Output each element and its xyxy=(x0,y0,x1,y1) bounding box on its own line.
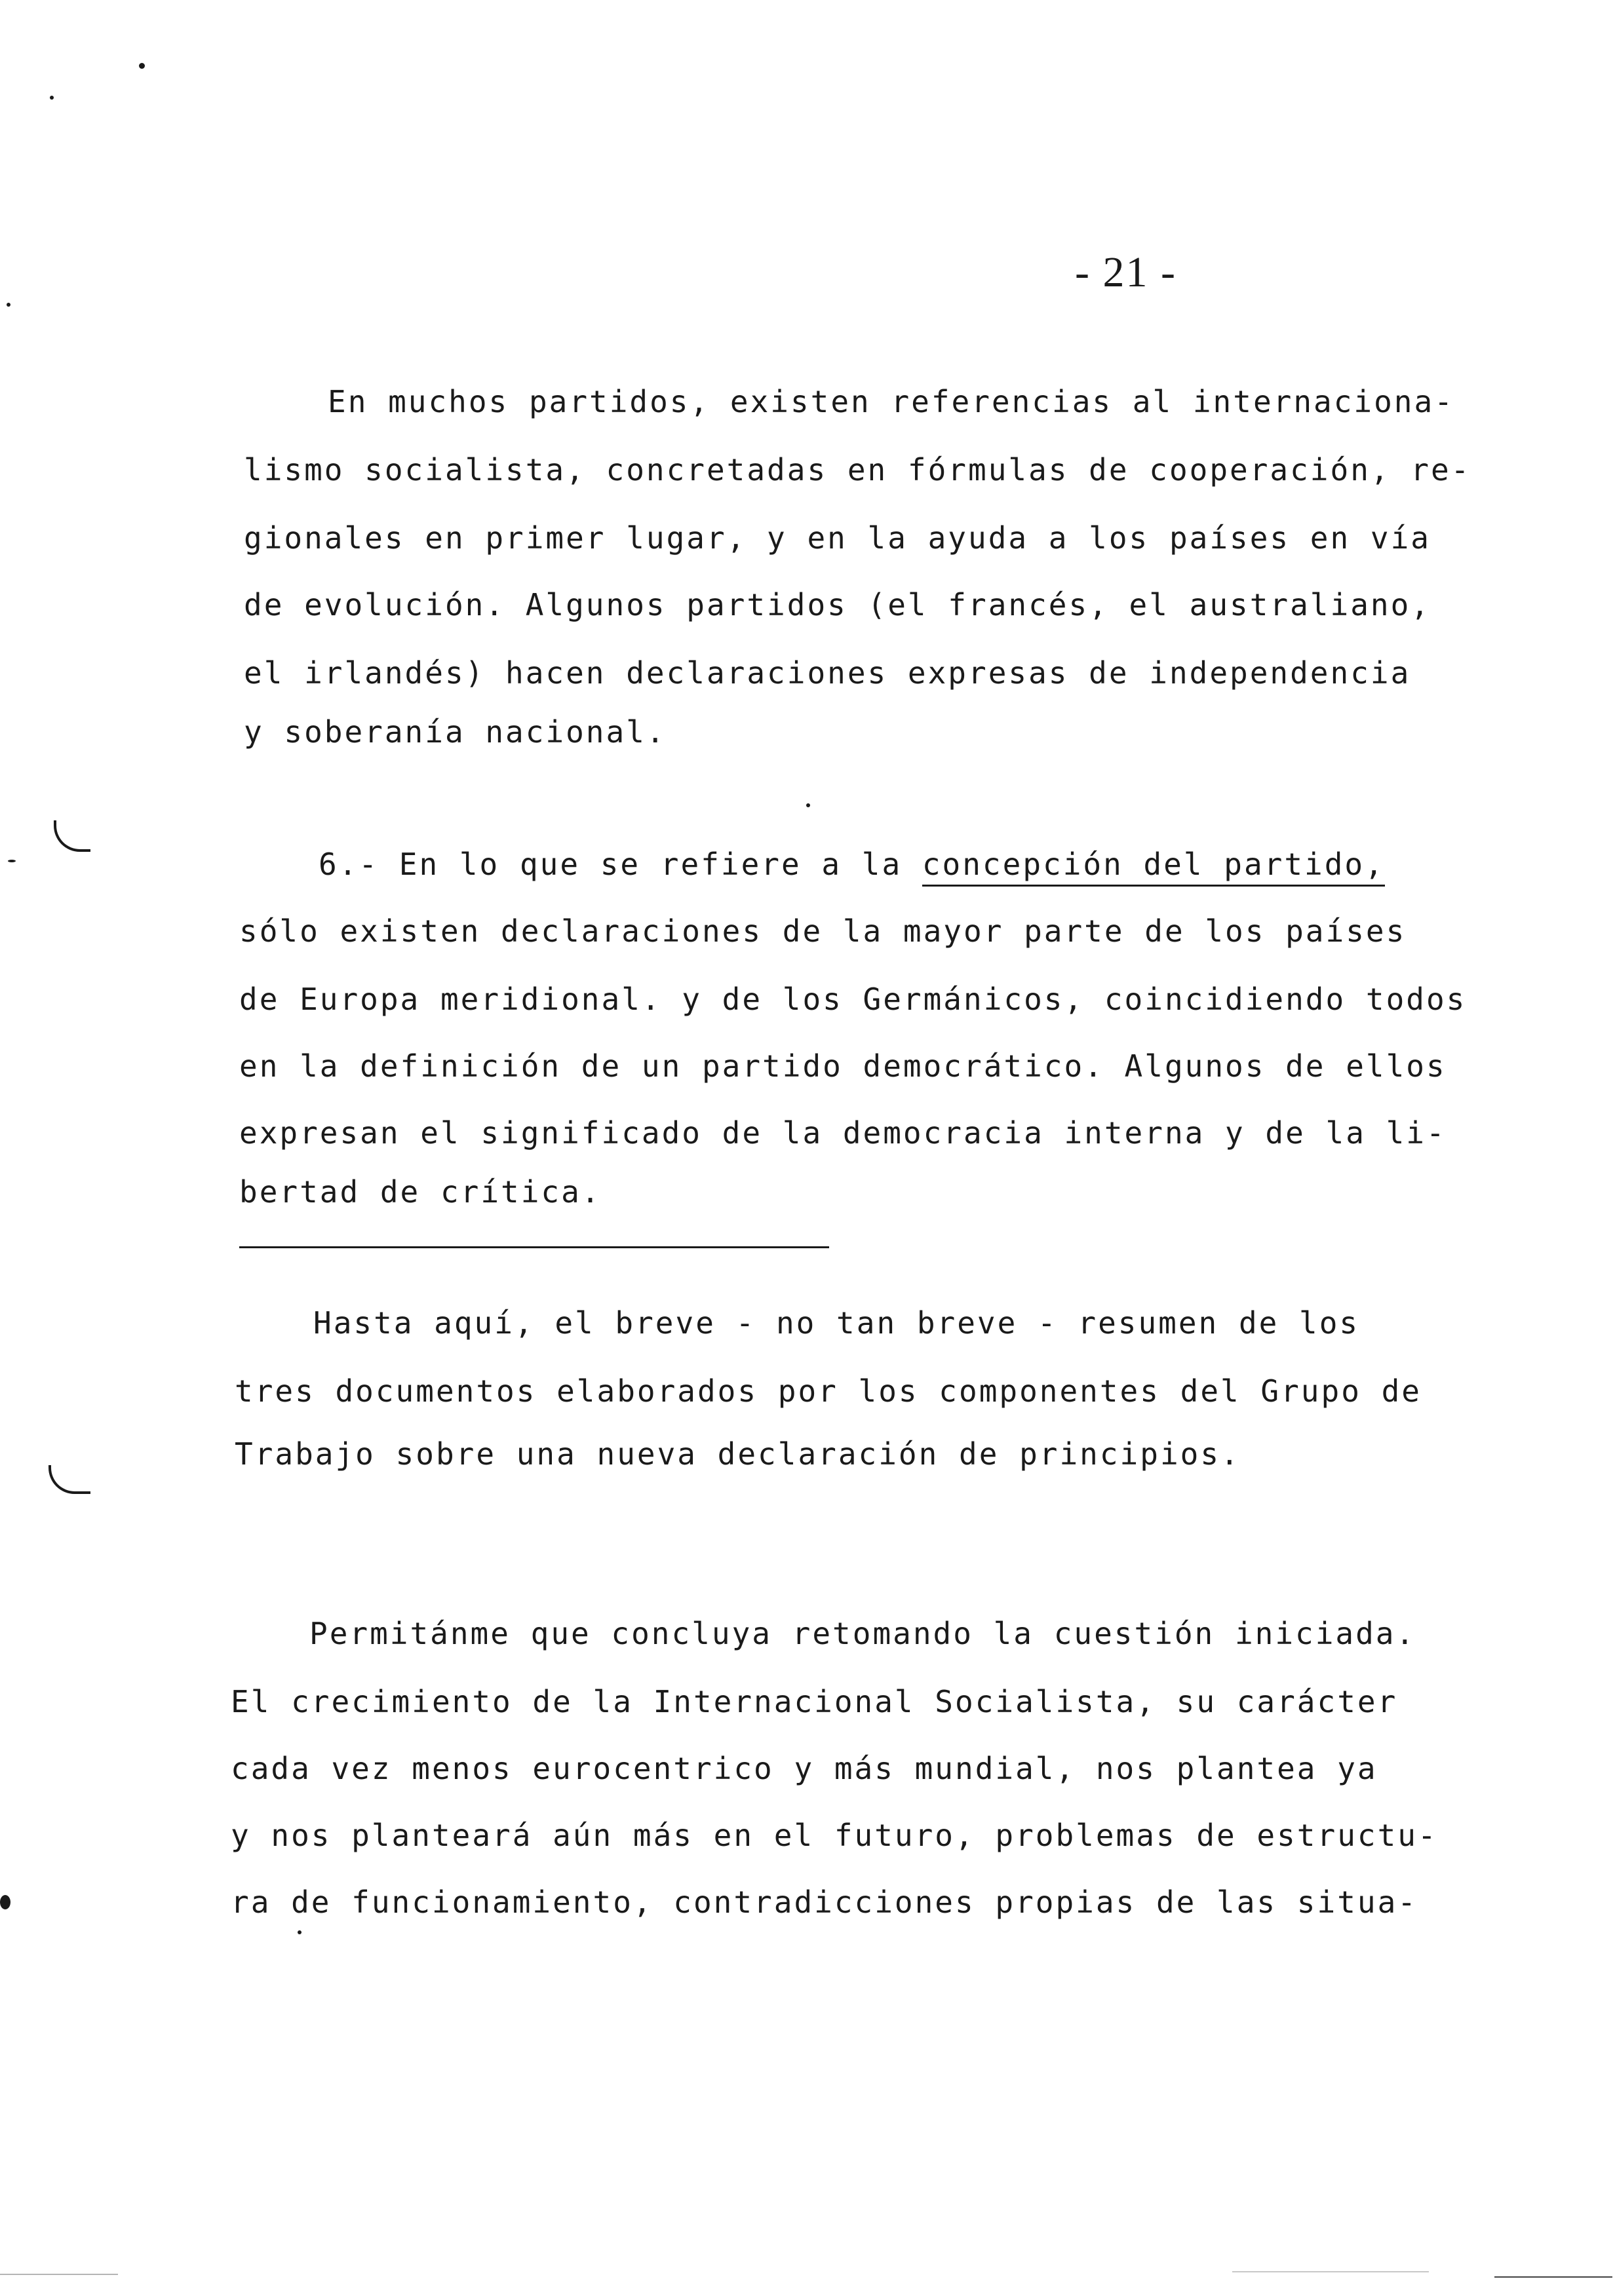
paragraph-line: Trabajo sobre una nueva declaración de principios. xyxy=(235,1436,1241,1472)
paragraph-line-start: 6.- En lo que se refiere a la xyxy=(319,847,922,882)
paragraph-line xyxy=(319,847,1385,882)
paragraph-line: sólo existen declaraciones de la mayor parte de los países xyxy=(239,913,1407,949)
underlined-phrase: concepción del partido, xyxy=(922,847,1385,887)
paragraph-line: el irlandés) hacen declaraciones expresas de independencia xyxy=(244,655,1411,691)
paragraph-line: tres documentos elaborados por los componentes del Grupo de xyxy=(235,1373,1422,1409)
paragraph-line: de Europa meridional. y de los Germánicos, coincidiendo todos xyxy=(239,982,1467,1017)
paragraph-line: El crecimiento de la Internacional Socialista, su carácter xyxy=(231,1684,1398,1719)
scan-speck xyxy=(8,860,16,862)
paragraph-line: En muchos partidos, existen referencias al internaciona- xyxy=(328,384,1454,419)
scan-speck xyxy=(50,96,54,100)
paragraph-line: Hasta aquí, el breve - no tan breve - resumen de los xyxy=(313,1305,1360,1341)
paragraph-line: gionales en primer lugar, y en la ayuda a los países en vía xyxy=(244,520,1431,556)
scan-edge-noise xyxy=(1494,2276,1612,2278)
paragraph-line: y soberanía nacional. xyxy=(244,714,667,750)
margin-punch-mark xyxy=(49,1465,90,1494)
paragraph-line: y nos planteará aún más en el futuro, problemas de estructu- xyxy=(231,1818,1438,1853)
scan-speck xyxy=(7,303,10,307)
scan-edge-noise xyxy=(0,2274,118,2275)
paragraph-line: expresan el significado de la democracia interna y de la li- xyxy=(239,1115,1447,1151)
paragraph-line: lismo socialista, concretadas en fórmulas de cooperación, re- xyxy=(244,452,1471,488)
paragraph-line: Permitánme que concluya retomando la cuestión iniciada. xyxy=(309,1616,1416,1651)
margin-punch-mark xyxy=(54,820,90,852)
paragraph-line: cada vez menos eurocentrico y más mundial, nos plantea ya xyxy=(231,1751,1378,1786)
scan-speck xyxy=(0,1895,10,1909)
paragraph-line: ra de funcionamiento, contradicciones propias de las situa- xyxy=(231,1885,1418,1920)
scan-speck xyxy=(806,803,810,807)
section-divider xyxy=(239,1246,829,1248)
scan-speck xyxy=(298,1930,302,1934)
paragraph-line: de evolución. Algunos partidos (el francés, el australiano, xyxy=(244,587,1431,622)
page-number: - 21 - xyxy=(1075,248,1177,296)
paragraph-line: bertad de crítica. xyxy=(239,1174,602,1210)
scan-edge-noise xyxy=(1232,2271,1429,2272)
paragraph-line: en la definición de un partido democrático. Algunos de ellos xyxy=(239,1048,1447,1084)
scan-speck xyxy=(139,63,145,69)
